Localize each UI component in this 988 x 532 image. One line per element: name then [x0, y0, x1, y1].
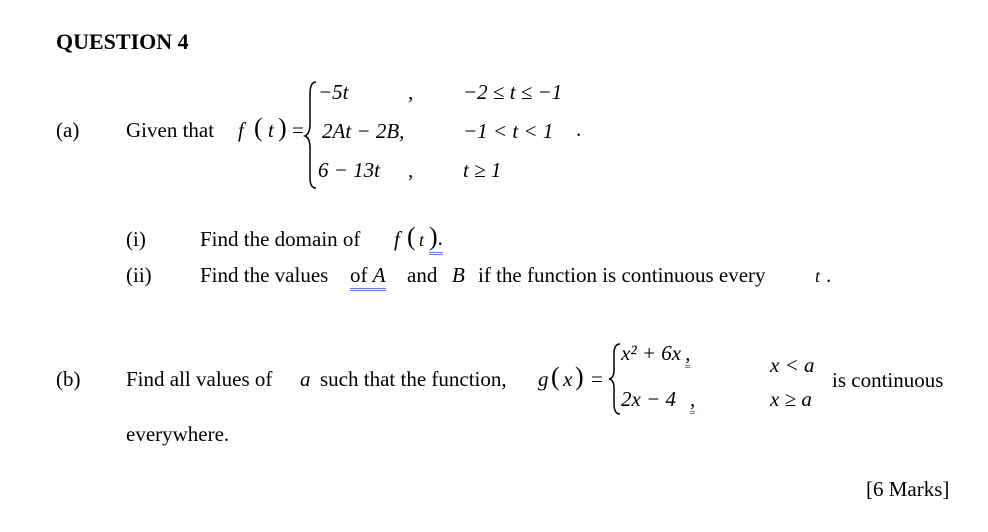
f-case3-sep: ,: [408, 158, 414, 182]
sub-i-tail: .: [437, 226, 443, 250]
sub-i-open-paren: (: [407, 222, 416, 251]
sub-i-close-paren: ): [429, 222, 438, 251]
sub-ii-label: (ii): [126, 263, 152, 287]
f-close-paren: ): [278, 113, 287, 142]
sub-i-fn: f: [394, 227, 400, 251]
f-case2-expr: 2At − 2B,: [322, 119, 405, 143]
g-case2-sep: ,: [690, 387, 695, 414]
sub-i-close-tail: [429, 222, 443, 255]
sub-ii-A: A: [372, 263, 386, 287]
f-case3-cond: t ≥ 1: [463, 158, 502, 182]
f-case3-expr: 6 − 13t: [318, 158, 381, 182]
g-close-paren: ): [575, 362, 584, 391]
part-b-continuation: everywhere.: [126, 422, 230, 446]
g-open-paren: (: [551, 362, 560, 391]
sub-ii-t: t: [815, 266, 821, 286]
part-b-label: (b): [56, 367, 81, 391]
f-variable: t: [268, 118, 274, 142]
part-a-label: (a): [56, 118, 80, 142]
sub-i-label: (i): [126, 227, 146, 251]
g-case2-cond: x ≥ a: [770, 387, 812, 411]
g-function-name: g: [538, 367, 549, 391]
f-case1-expr: −5t: [318, 80, 349, 104]
sub-ii-of: of: [350, 263, 368, 287]
question-title: QUESTION 4: [56, 29, 189, 54]
f-case1-sep: ,: [408, 80, 414, 104]
f-function-name: f: [238, 118, 244, 142]
marks-label: [6 Marks]: [866, 477, 950, 501]
sub-i-var: t: [419, 230, 425, 250]
part-b-text-pre: Find all values of: [126, 367, 273, 391]
sub-ii-text-post: if the function is continuous every: [478, 263, 766, 287]
sub-ii-text-pre: Find the values: [200, 263, 329, 287]
g-case1-expr-text: x² + 6x: [621, 341, 682, 365]
sub-ii-B: B: [452, 263, 465, 287]
f-equals: =: [292, 118, 304, 142]
sub-ii-tail: .: [826, 263, 832, 287]
g-case1-expr: [621, 341, 690, 366]
g-case2-expr: [621, 387, 695, 412]
part-b-text-mid: such that the function,: [320, 367, 507, 391]
g-case2-expr-text: 2x − 4: [621, 387, 676, 411]
g-case1-cond: x < a: [770, 353, 815, 377]
g-case1-sep: ,: [685, 341, 690, 368]
g-equals: =: [591, 367, 603, 391]
sub-ii-and: and: [407, 263, 438, 287]
f-end-period: .: [576, 117, 582, 141]
f-open-paren: (: [254, 113, 263, 142]
sub-ii-of-A: [350, 263, 386, 291]
sub-i-text: Find the domain of: [200, 227, 361, 251]
part-a-intro: Given that: [126, 118, 215, 142]
part-b-text-post: is continuous: [832, 368, 944, 392]
g-variable: x: [563, 367, 573, 391]
f-case1-cond: −2 ≤ t ≤ −1: [463, 80, 563, 104]
part-b-a: a: [300, 367, 311, 391]
f-case2-cond: −1 < t < 1: [463, 119, 554, 143]
